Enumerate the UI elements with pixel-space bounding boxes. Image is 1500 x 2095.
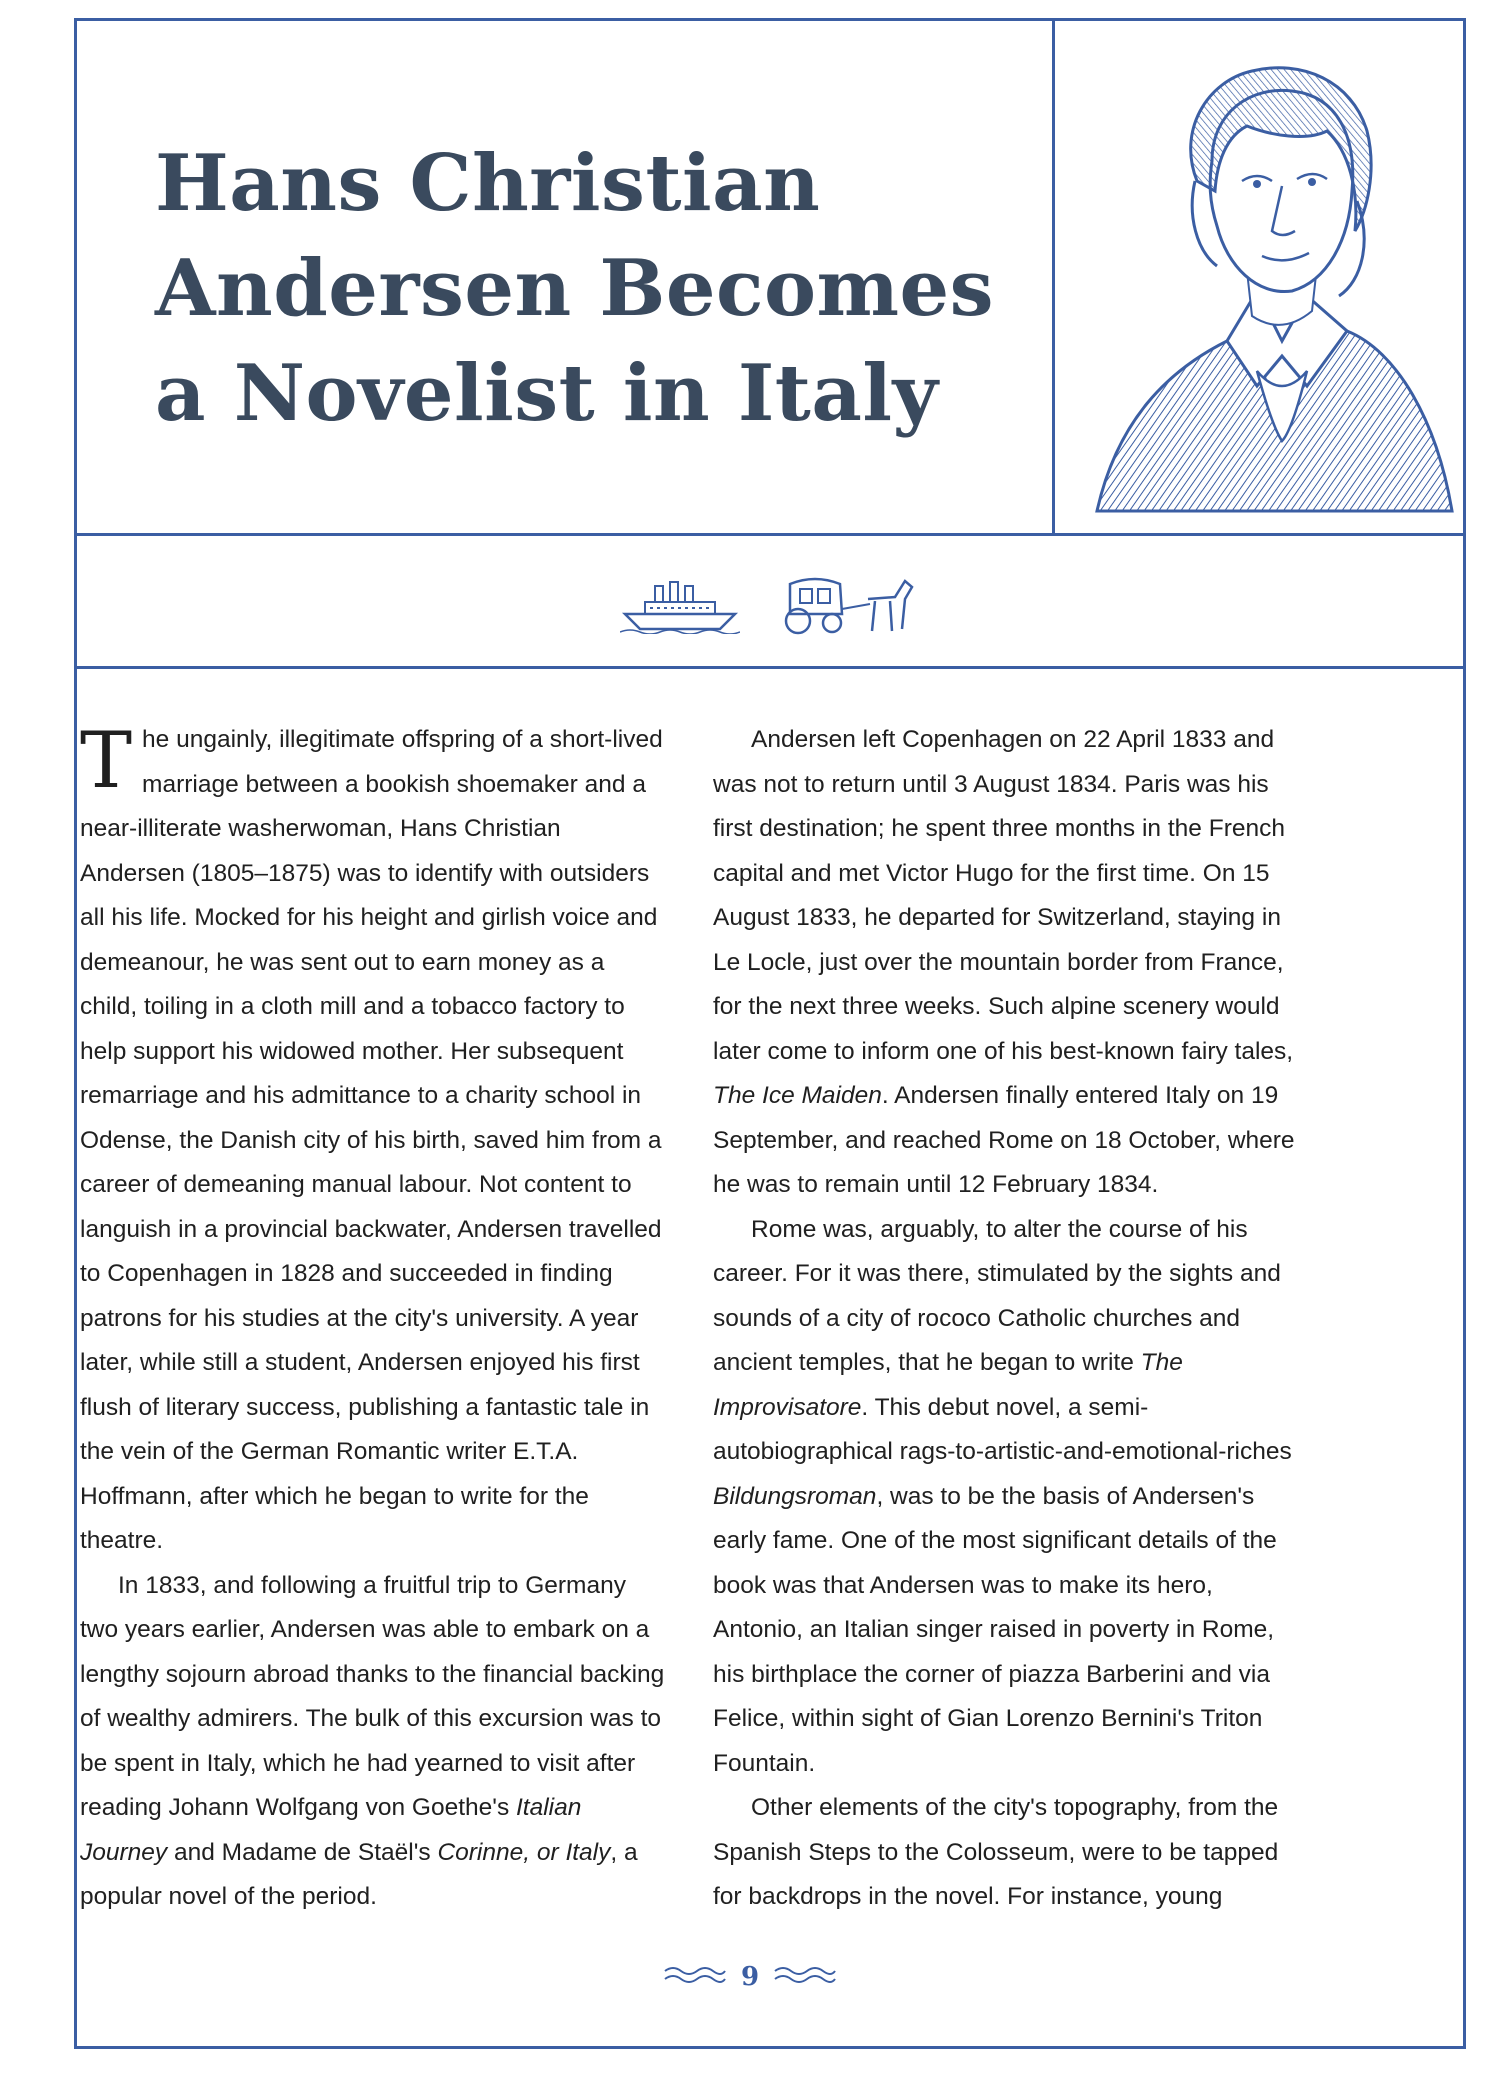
wave-ornament-icon — [773, 1965, 837, 1989]
page-number: 9 — [740, 1962, 760, 1992]
header-divider — [77, 533, 1463, 536]
steamship-icon — [620, 574, 740, 638]
wave-ornament-icon — [663, 1965, 727, 1989]
title-line-3: a Novelist in Italy — [155, 348, 939, 439]
left-paragraph-2: In 1833, and following a fruitful trip to Germany two years earlier, Andersen was able to embark on a lengthy sojourn abroad thanks to the financial backing of wealthy admirers. The bulk of this excursion was to be spent in Italy, which he had yearned to visit after reading Johann Wolfgang von Goethe's Italian Journey and Madame de Staël's Corinne, or Italy, a popular novel of the period. — [80, 1571, 665, 1910]
title-line-1: Hans Christian — [155, 138, 821, 229]
left-column — [80, 718, 665, 1920]
drop-cap: T — [80, 716, 133, 806]
portrait-divider — [1052, 21, 1055, 533]
title-line-2: Andersen Becomes — [155, 243, 995, 334]
page-footer — [0, 1962, 1500, 1992]
right-paragraph-2: Rome was, arguably, to alter the course of his career. For it was there, stimulated by the sights and sounds of a city of rococo Catholic churches and ancient temples, that he began to write The Improvisatore. This debut novel, a semi-autobiographical rags-to-artistic-and-emotional-riches Bildungsroman, was to be the basis of Andersen's early fame. One of the most significant details of the book was that Andersen was to make its hero, Antonio, an Italian singer raised in poverty in Rome, his birthplace the corner of piazza Barberini and via Felice, within sight of Gian Lorenzo Bernini's Triton Fountain. — [713, 1215, 1292, 1777]
ornament-divider — [77, 666, 1463, 669]
page-title — [155, 131, 1035, 446]
right-column — [713, 718, 1298, 1920]
andersen-portrait-illustration — [1077, 41, 1457, 521]
travel-ornaments — [77, 561, 1463, 651]
right-paragraph-3: Other elements of the city's topography, from the Spanish Steps to the Colosseum, were to be tapped for backdrops in the novel. For instance, young — [713, 1794, 1279, 1910]
right-paragraph-1: Andersen left Copenhagen on 22 April 1833 and was not to return until 3 August 1834. Paris was his first destination; he spent three months in the French capital and met Victor Hugo for the first time. On 15 August 1833, he departed for Switzerland, staying in Le Locle, just over the mountain border from France, for the next three weeks. Such alpine scenery would later come to inform one of his best-known fairy tales, The Ice Maiden. Andersen finally entered Italy on 19 September, and reached Rome on 18 October, where he was to remain until 12 February 1834. — [713, 726, 1295, 1198]
horse-carriage-icon — [780, 569, 920, 643]
left-paragraph-1: The ungainly, illegitimate offspring of a short-lived marriage between a bookish shoemaker and a near-illiterate washerwoman, Hans Christian Andersen (1805–1875) was to identify with outsiders all his life. Mocked for his height and girlish voice and demeanour, he was sent out to earn money as a child, toiling in a cloth mill and a tobacco factory to help support his widowed mother. Her subsequent remarriage and his admittance to a charity school in Odense, the Danish city of his birth, saved him from a career of demeaning manual labour. Not content to languish in a provincial backwater, Andersen travelled to Copenhagen in 1828 and succeeded in finding patrons for his studies at the city's university. A year later, while still a student, Andersen enjoyed his first flush of literary success, publishing a fantastic tale in the vein of the German Romantic writer E.T.A. Hoffmann, after which he began to write for the theatre. — [80, 716, 663, 1554]
